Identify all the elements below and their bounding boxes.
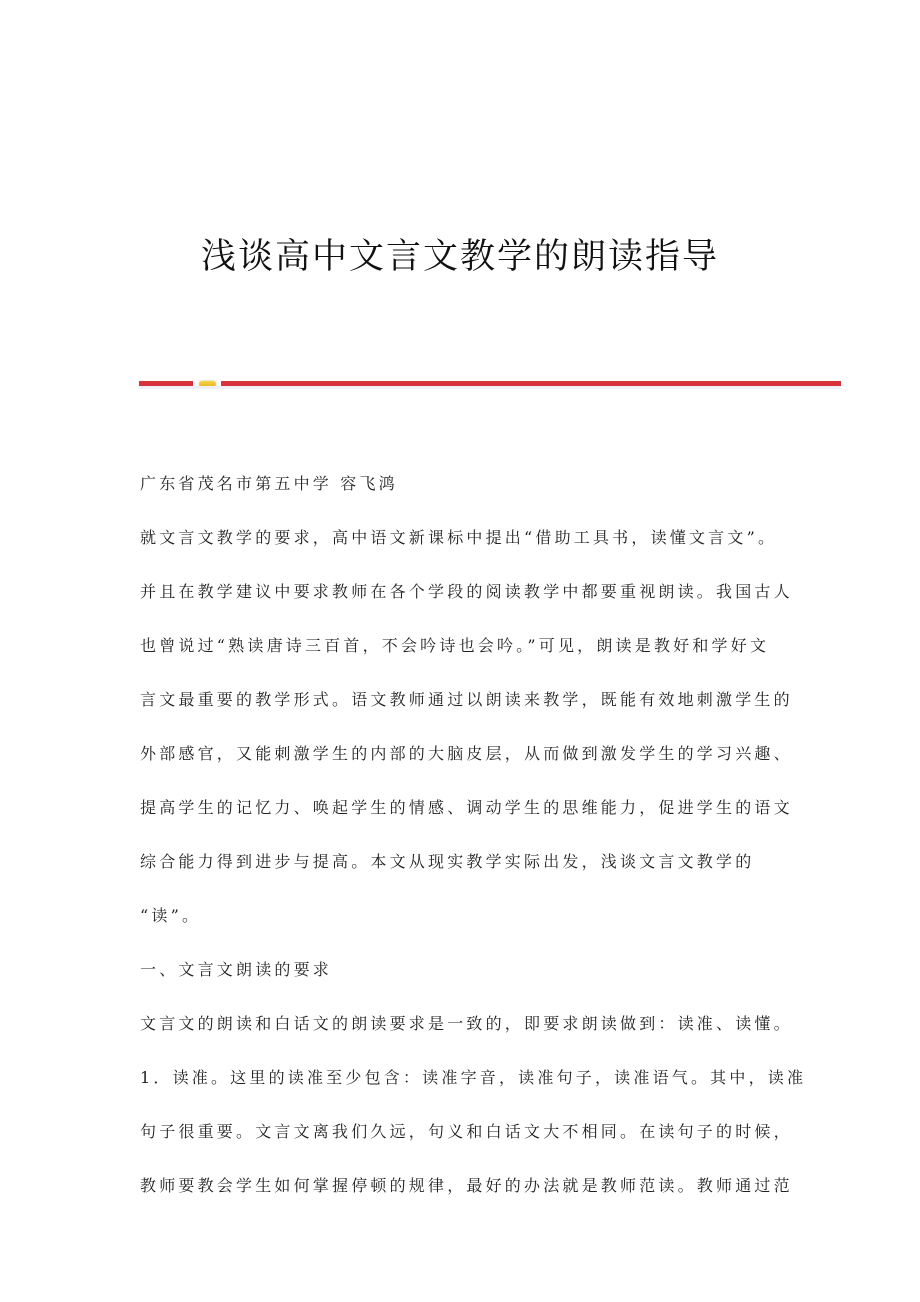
document-body	[140, 470, 807, 1226]
text-line: 句子很重要。文言文离我们久远，句义和白话文大不相同。在读句子的时候，	[140, 1122, 793, 1141]
text-line: 1．读准。这里的读准至少包含：读准字音，读准句子，读准语气。其中，读准	[140, 1068, 807, 1087]
document-title: 浅谈高中文言文教学的朗读指导	[200, 237, 719, 278]
text-line: 并且在教学建议中要求教师在各个学段的阅读教学中都要重视朗读。我国古人	[140, 582, 793, 601]
author-line: 广东省茂名市第五中学 容飞鸿	[140, 474, 398, 493]
text-line: “读”。	[140, 906, 202, 925]
section-heading: 一、文言文朗读的要求	[140, 960, 333, 979]
text-line: 也曾说过“熟读唐诗三百首，不会吟诗也会吟。”可见，朗读是教好和学好文	[140, 636, 770, 655]
text-line: 文言文的朗读和白话文的朗读要求是一致的，即要求朗读做到：读准、读懂。	[140, 1014, 793, 1033]
title-divider	[139, 381, 841, 387]
text-line: 言文最重要的教学形式。语文教师通过以朗读来教学，既能有效地刺激学生的	[140, 690, 793, 709]
text-line: 就文言文教学的要求，高中语文新课标中提出“借助工具书，读懂文言文”。	[140, 528, 778, 547]
divider-shadow	[139, 386, 841, 389]
text-line: 教师要教会学生如何掌握停顿的规律，最好的办法就是教师范读。教师通过范	[140, 1176, 793, 1195]
text-line: 提高学生的记忆力、唤起学生的情感、调动学生的思维能力，促进学生的语文	[140, 798, 793, 817]
text-line: 综合能力得到进步与提高。本文从现实教学实际出发，浅谈文言文教学的	[140, 852, 755, 871]
text-line: 外部感官，又能刺激学生的内部的大脑皮层，从而做到激发学生的学习兴趣、	[140, 744, 793, 763]
